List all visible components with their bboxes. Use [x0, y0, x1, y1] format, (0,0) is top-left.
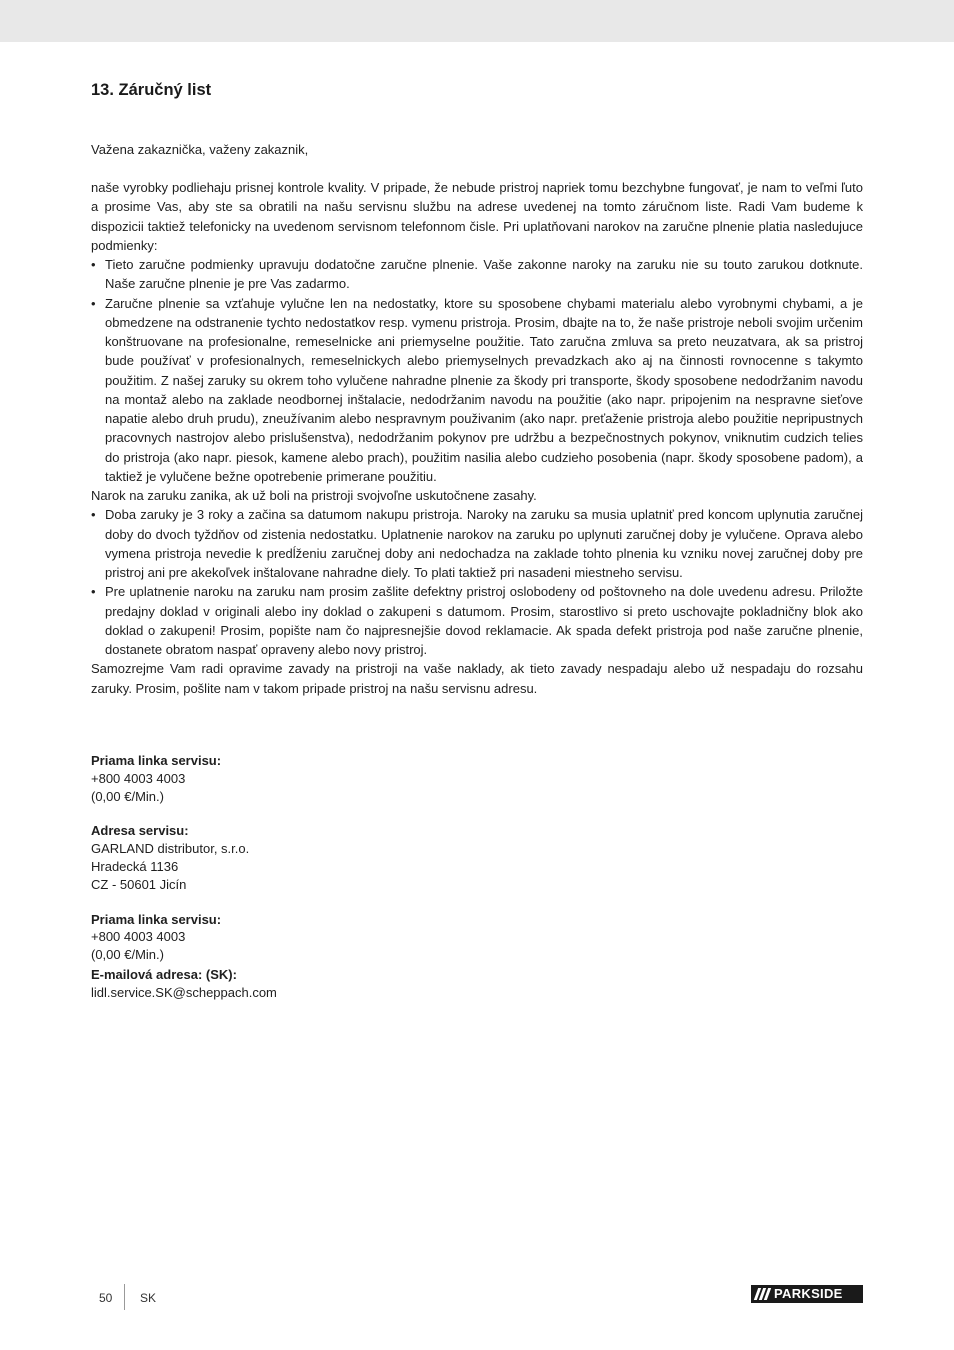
top-header-band: [0, 0, 954, 42]
salutation: Važena zakaznička, važeny zakaznik,: [91, 142, 309, 157]
address-block: [91, 822, 491, 893]
mid-paragraph: Narok na zaruku zanika, ak už boli na pristroji svojvoľne uskutočnene zasahy.: [91, 488, 537, 503]
brand-name: PARKSIDE: [774, 1286, 843, 1301]
language-code: SK: [140, 1291, 157, 1305]
conditions-list-b: [91, 505, 863, 659]
logo-stripes-icon: [751, 1285, 771, 1303]
warranty-body: [91, 178, 863, 698]
page-title: 13. Záručný list: [91, 81, 212, 99]
list-item: • Pre uplatnenie naroku na zaruku nam prosim zašlite defektny pristroj oslobodeny od poštovneho na dole uvedenu adresu. Priložte predajny doklad v originali alebo iny doklad o zakupeni s datumom. Prosim, starostlivo si preto uschovajte pokladničny blok ako doklad o zakupeni! Prosim, popište nam čo najpresnejšie dovod reklamacie. Ak spada defekt pristroja pod naše zaručne plnenie, dostanete obratom naspať opraveny alebo novy pristroj.: [91, 582, 863, 659]
address-line: GARLAND distributor, s.r.o.: [91, 841, 250, 857]
hotline-block-1: [91, 752, 491, 805]
hotline-number: +800 4003 4003: [91, 770, 186, 786]
email-block: [91, 966, 491, 1002]
hotline-number: +800 4003 4003: [91, 929, 186, 945]
list-item: • Tieto zaručne podmienky upravuju dodatočne zaručne plnenie. Vaše zakonne naroky na zaruku nie su touto zarukou dotknute. Naše zaručne plnenie je pre Vas zadarmo.: [91, 255, 863, 294]
list-item: • Zaručne plnenie sa vzťahuje vylučne len na nedostatky, ktore su sposobene chybami materialu alebo vyrobnymi chybami, a je obmedzene na odstranenie tychto nedostatkov resp. vymenu pristroja. Prosim, dbajte na to, že naše pristroje neboli svojim určenim konštruovane na profesionalne, remeselnicke ani priemyselne použitie. Tato zaručna zmluva sa preto neuzatvara, ak sa pristroj bude používať v profesionalnych, remeselnickych alebo priemyselnych prevadzkach ako aj na činnosti rovnocenne s takymto použitim. Z našej zaruky su okrem toho vylučene nahradne plnenie za škody pri transporte, škody sposobene nedodržanim navodu na montaž alebo na zaklade neodbornej inštalacie, nedodržanim navodu na použitie (ako napr. pripojenim na nespravne sieťove napatie alebo druh prudu), zneužívanim alebo nespravnym použivanim (ako napr. preťaženie pristroja alebo použitie nepripustnych pracovnych nastrojov alebo prislušenstva), nedodržanim pokynov pre udržbu a bezpečnostnych pokynov, vniknutim cudzich telies do pristroja (ako napr. piesok, kamene alebo prach), použitim nasilia alebo cudzieho posobenia (napr. škody sposobene padom), a taktiež je vylučene bežne opotrebenie primerane použitiu.: [91, 294, 863, 487]
conditions-list-a: [91, 255, 863, 486]
email-label: E-mailová adresa: (SK):: [91, 966, 237, 982]
hotline-rate: (0,00 €/Min.): [91, 947, 164, 963]
hotline-label: Priama linka servisu:: [91, 753, 222, 768]
parkside-logo: [751, 1285, 863, 1303]
footer-divider: [124, 1284, 125, 1310]
intro-paragraph: naše vyrobky podliehaju prisnej kontrole kvality. V pripade, že nebude pristroj napriek tomu bezchybne fungovať, je nam to veľmi ľuto a prosime Vas, aby ste sa obratili na našu servisnu službu na adrese uvedenej na tomto záručnom liste. Radi Vam budeme k dispozicii taktiež telefonicky na uvedenom servisnom telefonnom čisle. Pri uplatňovani narokov na zaručne plnenie platia nasledujuce podmienky:: [91, 180, 863, 253]
address-line: CZ - 50601 Jicín: [91, 876, 187, 892]
hotline-block-2: [91, 911, 491, 964]
service-contact: [91, 752, 491, 1002]
closing-paragraph: Samozrejme Vam radi opravime zavady na pristroji na vaše naklady, ak tieto zavady nespadaju alebo už nespadaju do rozsahu zaruky. Prosim, pošlite nam v takom pripade pristroj na našu servisnu adresu.: [91, 661, 863, 696]
hotline-rate: (0,00 €/Min.): [91, 788, 164, 804]
list-item: • Doba zaruky je 3 roky a začina sa datumom nakupu pristroja. Naroky na zaruku sa musia uplatniť pred koncom uplynutia zaručnej doby do dvoch tyždňov od zistenia nedostatku. Uplatnenie narokov na zaruku po uplynuti zaručnej doby je vylučene. Oprava alebo vymena pristroja nevedie k predĺženiu zaručnej doby ani nedochadza na zaklade tohto plnenia ku vzniku novej zaručnej doby pre pristroj ani pre akekoľvek inštalovane nahradne diely. To plati taktiež pri nasadeni miestneho servisu.: [91, 505, 863, 582]
address-line: Hradecká 1136: [91, 858, 179, 874]
hotline-label: Priama linka servisu:: [91, 911, 222, 927]
page-number: 50: [99, 1291, 113, 1305]
address-label: Adresa servisu:: [91, 823, 189, 839]
email-address: lidl.service.SK@scheppach.com: [91, 984, 277, 1000]
